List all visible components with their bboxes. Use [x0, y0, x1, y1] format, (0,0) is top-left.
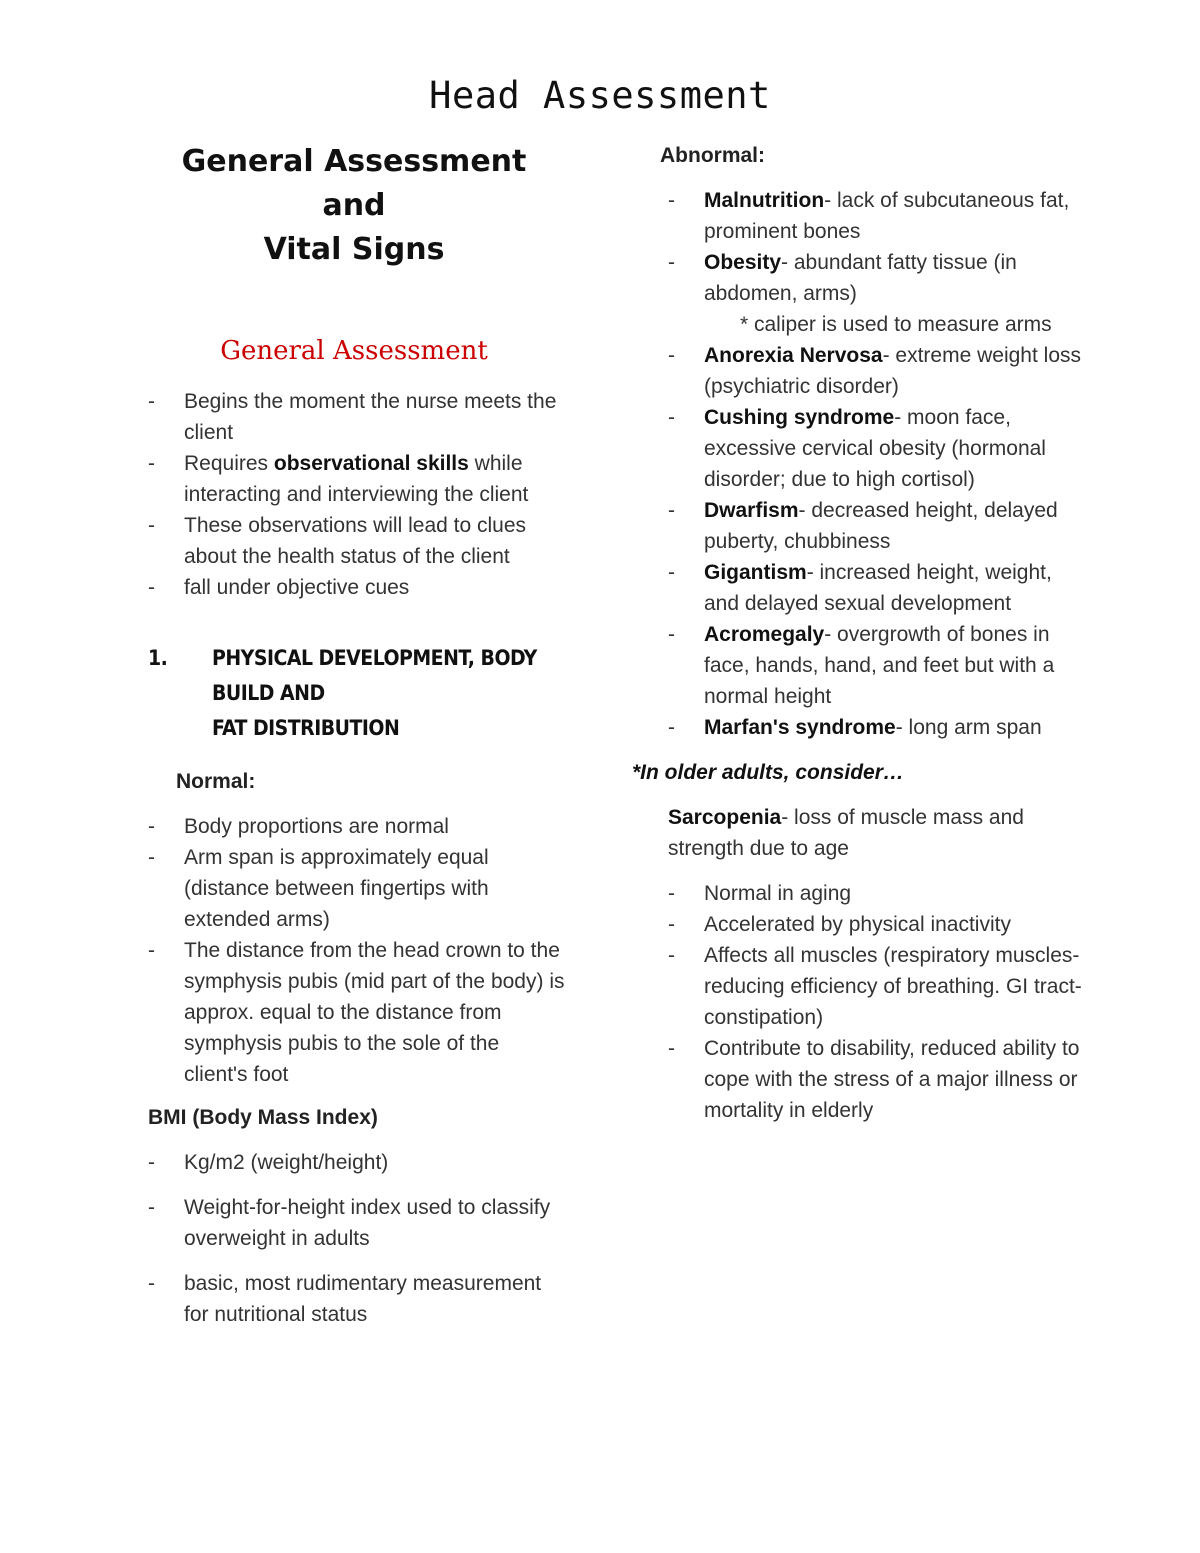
normal-label: Normal: — [176, 770, 256, 793]
list-item — [668, 402, 1082, 495]
page-title: Head Assessment — [429, 74, 771, 117]
term: Acromegaly — [704, 623, 825, 646]
term-description: - long arm span — [895, 716, 1042, 739]
list-item: - basic, most rudimentary measurement for nutritional status — [148, 1268, 568, 1330]
term-description: - overgrowth of bones in face, hands, hand, and feet but with a normal height — [704, 623, 1055, 708]
list-item — [668, 712, 1082, 743]
older-adults-list — [632, 878, 1082, 1126]
term-description: - lack of subcutaneous fat, prominent bones — [704, 189, 1070, 243]
list-item: - Contribute to disability, reduced ability to cope with the stress of a major illness or mortality in elderly — [668, 1033, 1082, 1126]
item-text: Begins the moment the nurse meets the client — [184, 390, 557, 444]
term-description: - moon face, excessive cervical obesity (hormonal disorder; due to high cortisol) — [704, 406, 1046, 491]
bmi-label: BMI (Body Mass Index) — [148, 1106, 378, 1129]
term-description: - decreased height, delayed puberty, chubbiness — [704, 499, 1058, 553]
subsection-title: General Assessment — [220, 336, 488, 366]
list-item: - Body proportions are normal — [148, 811, 568, 842]
item-text: These observations will lead to clues about the health status of the client — [184, 514, 527, 568]
term: Malnutrition — [704, 189, 825, 212]
section-title-line1: General Assessment and — [181, 144, 527, 223]
term-description: - loss of muscle mass and strength due to age — [668, 806, 1024, 860]
numbered-heading-line2: FAT DISTRIBUTION — [212, 716, 400, 740]
list-item: - Kg/m2 (weight/height) — [148, 1147, 568, 1178]
term: Gigantism — [704, 561, 807, 584]
list-item — [668, 247, 1082, 309]
older-adults-heading: *In older adults, consider… — [632, 761, 904, 784]
term: Obesity — [704, 251, 782, 274]
list-item: - The distance from the head crown to the symphysis pubis (mid part of the body) is approx. equal to the distance from symphysis pubis to the sole of the client's foot — [148, 935, 568, 1090]
list-item — [668, 557, 1082, 619]
item-bold-text: observational skills — [273, 452, 469, 475]
section-title — [148, 140, 560, 272]
term: Sarcopenia — [668, 806, 782, 829]
numbered-heading-line1: PHYSICAL DEVELOPMENT, BODY BUILD AND — [212, 646, 537, 705]
right-column — [632, 140, 1082, 1126]
left-column — [148, 140, 568, 1330]
list-item — [668, 185, 1082, 247]
list-item — [668, 619, 1082, 712]
item-text: fall under objective cues — [184, 576, 410, 599]
abnormal-label: Abnormal: — [660, 144, 765, 167]
list-item — [148, 510, 568, 572]
bmi-list — [148, 1147, 568, 1330]
term-description: - abundant fatty tissue (in abdomen, arms) — [704, 251, 1017, 305]
term: Dwarfism — [704, 499, 799, 522]
term-description: - extreme weight loss (psychiatric disorder) — [704, 344, 1081, 398]
general-assessment-list — [148, 386, 568, 603]
item-text: while interacting and interviewing the client — [184, 452, 529, 506]
list-item — [668, 340, 1082, 402]
list-item — [148, 386, 568, 448]
term: Cushing syndrome — [704, 406, 895, 429]
caliper-note: * caliper is used to measure arms — [740, 313, 1052, 336]
term-description: - increased height, weight, and delayed sexual development — [704, 561, 1052, 615]
numbered-heading — [148, 641, 568, 746]
abnormal-list — [632, 185, 1082, 743]
sarcopenia-paragraph — [632, 802, 1082, 864]
section-title-line2: Vital Signs — [263, 232, 445, 267]
numbered-heading-number: 1. — [148, 646, 168, 670]
term: Anorexia Nervosa — [704, 344, 883, 367]
list-item: - Weight-for-height index used to classify overweight in adults — [148, 1192, 568, 1254]
term: Marfan's syndrome — [704, 716, 896, 739]
list-item — [148, 448, 568, 510]
list-item — [148, 572, 568, 603]
list-item: - Affects all muscles (respiratory muscles- reducing efficiency of breathing. GI tract- constipation) — [668, 940, 1082, 1033]
list-item — [668, 495, 1082, 557]
normal-list — [148, 811, 568, 1090]
list-item: - Normal in aging — [668, 878, 1082, 909]
item-text: Requires — [184, 452, 274, 475]
list-item: - Arm span is approximately equal (distance between fingertips with extended arms) — [148, 842, 568, 935]
list-item: - Accelerated by physical inactivity — [668, 909, 1082, 940]
